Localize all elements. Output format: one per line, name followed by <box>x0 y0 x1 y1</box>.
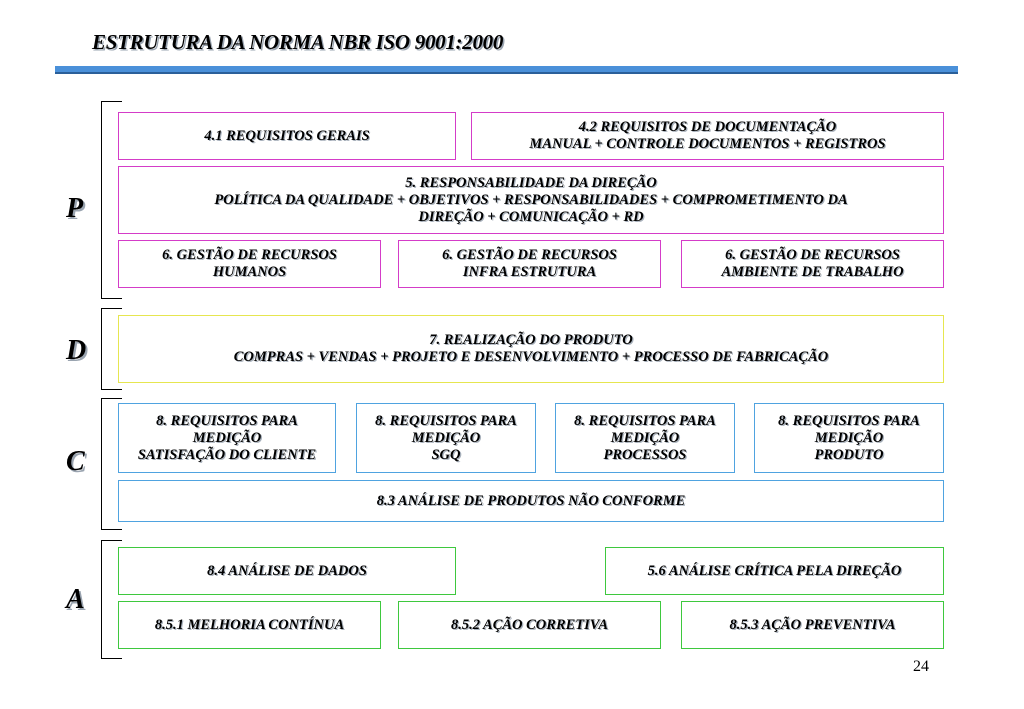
page-title: ESTRUTURA DA NORMA NBR ISO 9001:2000 <box>92 30 504 54</box>
box-line: MEDIÇÃO <box>192 429 262 446</box>
box-acao-preventiva <box>681 601 944 649</box>
box-line: 8. REQUISITOS PARA <box>574 412 716 429</box>
box-line: 8.5.2 AÇÃO CORRETIVA <box>450 616 609 633</box>
box-line: 7. REALIZAÇÃO DO PRODUTO <box>429 332 633 348</box>
box-line: SATISFAÇÃO DO CLIENTE <box>137 446 317 463</box>
phase-letter-a: A <box>66 584 85 615</box>
box-analise-critica <box>605 547 944 595</box>
box-acao-corretiva <box>398 601 661 649</box>
title-underline <box>55 66 958 72</box>
box-line: 8. REQUISITOS PARA <box>375 412 517 429</box>
box-line: PROCESSOS <box>603 446 687 463</box>
box-line: 6. GESTÃO DE RECURSOS <box>725 247 900 263</box>
box-medicao-sgq <box>356 403 536 473</box>
box-medicao-cliente <box>118 403 336 473</box>
box-line: 4.1 REQUISITOS GERAIS <box>204 127 370 144</box>
box-responsabilidade-direcao <box>118 166 944 234</box>
box-line: COMPRAS + VENDAS + PROJETO E DESENVOLVIMENTO + PROCESSO DE FABRICAÇÃO <box>233 349 829 365</box>
box-line: DIREÇÃO + COMUNICAÇÃO + RD <box>418 208 644 225</box>
box-melhoria-continua <box>118 601 381 649</box>
box-line: MEDIÇÃO <box>610 429 680 446</box>
box-line: 8.5.1 MELHORIA CONTÍNUA <box>154 616 345 633</box>
box-infra-estrutura <box>398 240 661 288</box>
box-analise-dados <box>118 547 456 595</box>
box-line: MEDIÇÃO <box>411 429 481 446</box>
box-line: SGQ <box>431 446 461 463</box>
box-medicao-produto <box>754 403 944 473</box>
box-line: POLÍTICA DA QUALIDADE + OBJETIVOS + RESPONSABILIDADES + COMPROMETIMENTO DA <box>214 191 848 208</box>
box-requisitos-gerais <box>118 112 456 160</box>
box-line: 5. RESPONSABILIDADE DA DIREÇÃO <box>405 174 657 191</box>
box-recursos-humanos <box>118 240 381 288</box>
box-line: 8.4 ANÁLISE DE DADOS <box>207 562 367 579</box>
box-ambiente-trabalho <box>681 240 944 288</box>
box-line: MEDIÇÃO <box>814 429 884 446</box>
box-line: 6. GESTÃO DE RECURSOS <box>442 247 617 263</box>
phase-letter-c: C <box>66 446 85 477</box>
box-line: MANUAL + CONTROLE DOCUMENTOS + REGISTROS <box>529 136 886 152</box>
box-line: 8. REQUISITOS PARA <box>778 412 920 429</box>
box-line: INFRA ESTRUTURA <box>462 264 597 280</box>
page-number: 24 <box>913 658 929 675</box>
box-realizacao-produto <box>118 315 944 383</box>
box-line: 5.6 ANÁLISE CRÍTICA PELA DIREÇÃO <box>647 562 902 579</box>
box-produtos-nao-conforme <box>118 480 944 522</box>
box-line: 4.2 REQUISITOS DE DOCUMENTAÇÃO <box>578 119 837 135</box>
box-line: 6. GESTÃO DE RECURSOS <box>162 247 337 263</box>
box-line: 8. REQUISITOS PARA <box>156 412 298 429</box>
box-line: PRODUTO <box>814 446 884 463</box>
box-requisitos-documentacao <box>471 112 944 160</box>
box-line: 8.3 ANÁLISE DE PRODUTOS NÃO CONFORME <box>376 492 686 509</box>
box-line: AMBIENTE DE TRABALHO <box>721 264 904 280</box>
phase-letter-d: D <box>66 335 87 366</box>
box-line: 8.5.3 AÇÃO PREVENTIVA <box>729 616 896 633</box>
box-line: HUMANOS <box>212 264 287 280</box>
phase-letter-p: P <box>66 193 84 224</box>
box-medicao-processos <box>555 403 735 473</box>
